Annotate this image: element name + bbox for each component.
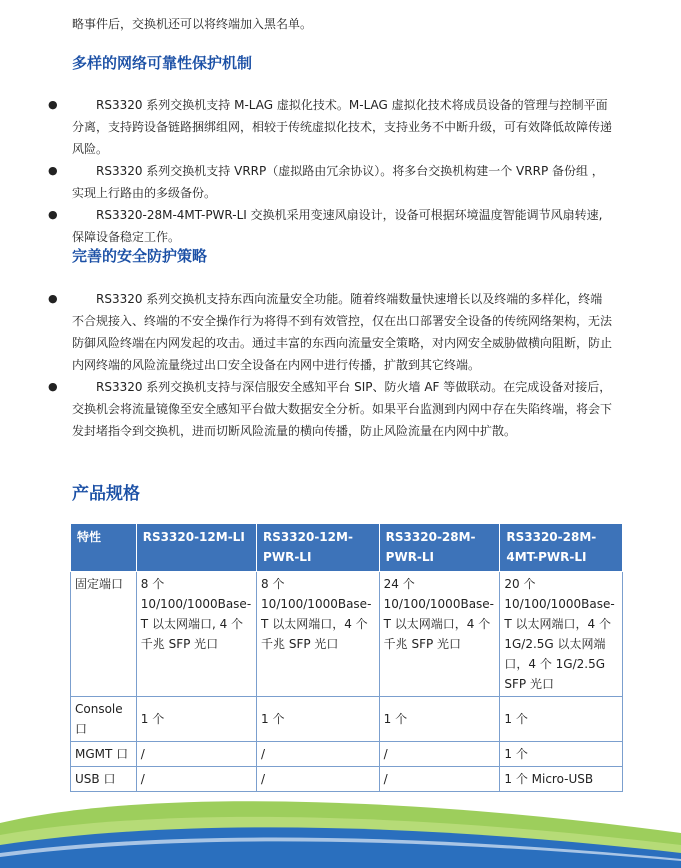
security-list	[48, 288, 613, 442]
table-cell: 1 个	[500, 742, 623, 767]
intro-text: 略事件后，交换机还可以将终端加入黑名单。	[72, 17, 313, 31]
table-cell: 8 个 10/100/1000Base-T 以太网端口, 4 个千兆 SFP 光口	[136, 572, 256, 697]
table-cell: 1 个	[500, 697, 623, 742]
table-cell: 1 个	[379, 697, 500, 742]
table-cell: /	[379, 767, 500, 792]
table-header-row	[71, 524, 623, 572]
list-item: ● RS3320-28M-4MT-PWR-LI 交换机采用变速风扇设计，设备可根据环境温度智能调节风扇转速,保障设备稳定工作。	[72, 204, 612, 248]
table-header-cell: RS3320-12M-LI	[136, 524, 256, 572]
reliability-list	[48, 94, 613, 248]
table-cell: 1 个	[136, 697, 256, 742]
bullet-dot-icon: ●	[48, 98, 58, 111]
table-cell: 1 个 Micro-USB	[500, 767, 623, 792]
bullet-dot-icon: ●	[48, 292, 58, 305]
table-cell: 24 个 10/100/1000Base-T 以太网端口，4 个千兆 SFP 光口	[379, 572, 500, 697]
table-cell: /	[136, 742, 256, 767]
table-cell: /	[136, 767, 256, 792]
list-item: ● RS3320 系列交换机支持 M-LAG 虚拟化技术。M-LAG 虚拟化技术将成员设备的管理与控制平面分离，支持跨设备链路捆绑组网，相较于传统虚拟化技术，支持业务不中断升级，可有效降低故障传递风险。	[72, 94, 612, 160]
table-header-cell: RS3320-28M-4MT-PWR-LI	[500, 524, 623, 572]
table-header-cell: RS3320-12M-PWR-LI	[257, 524, 380, 572]
footer-wave-decoration	[0, 793, 681, 868]
bullet-dot-icon: ●	[48, 208, 58, 221]
table-row	[71, 767, 623, 792]
table-row	[71, 697, 623, 742]
list-item: ● RS3320 系列交换机支持东西向流量安全功能。随着终端数量快速增长以及终端的多样化，终端不合规接入、终端的不安全操作行为将得不到有效管控，仅在出口部署安全设备的传统网络架构，无法防御风险终端在内网发起的攻击。通过丰富的东西向流量安全策略，对内网安全威胁做横向阻断，防止内网终端的风险流量绕过出口安全设备在内网中进行传播，扩散到其它终端。	[72, 288, 612, 376]
section-heading-reliability: 多样的网络可靠性保护机制	[72, 54, 253, 72]
table-cell: MGMT 口	[71, 742, 137, 767]
list-item: ● RS3320 系列交换机支持与深信服安全感知平台 SIP、防火墙 AF 等做联动。在完成设备对接后，交换机会将流量镜像至安全感知平台做大数据安全分析。如果平台监测到内网中存在失陷终端，将会下发封堵指令到交换机，进而切断风险流量的横向传播，防止风险流量在内网中扩散。	[72, 376, 612, 442]
table-cell: /	[257, 767, 380, 792]
table-cell: /	[257, 742, 380, 767]
table-row	[71, 742, 623, 767]
table-cell: 8 个 10/100/1000Base-T 以太网端口，4 个千兆 SFP 光口	[257, 572, 380, 697]
table-cell: 固定端口	[71, 572, 137, 697]
table-header-cell: 特性	[71, 524, 137, 572]
section-heading-security: 完善的安全防护策略	[72, 247, 208, 265]
table-cell: /	[379, 742, 500, 767]
table-header-cell: RS3320-28M-PWR-LI	[379, 524, 500, 572]
list-item: ● RS3320 系列交换机支持 VRRP（虚拟路由冗余协议）。将多台交换机构建一个 VRRP 备份组 ，实现上行路由的多级备份。	[72, 160, 612, 204]
table-cell: Console 口	[71, 697, 137, 742]
specs-heading: 产品规格	[72, 484, 140, 504]
table-cell: USB 口	[71, 767, 137, 792]
table-cell: 20 个 10/100/1000Base-T 以太网端口，4 个 1G/2.5G 以太网端口，4 个 1G/2.5G SFP 光口	[500, 572, 623, 697]
table-row	[71, 572, 623, 697]
spec-table	[70, 523, 623, 792]
bullet-dot-icon: ●	[48, 380, 58, 393]
table-cell: 1 个	[257, 697, 380, 742]
bullet-dot-icon: ●	[48, 164, 58, 177]
